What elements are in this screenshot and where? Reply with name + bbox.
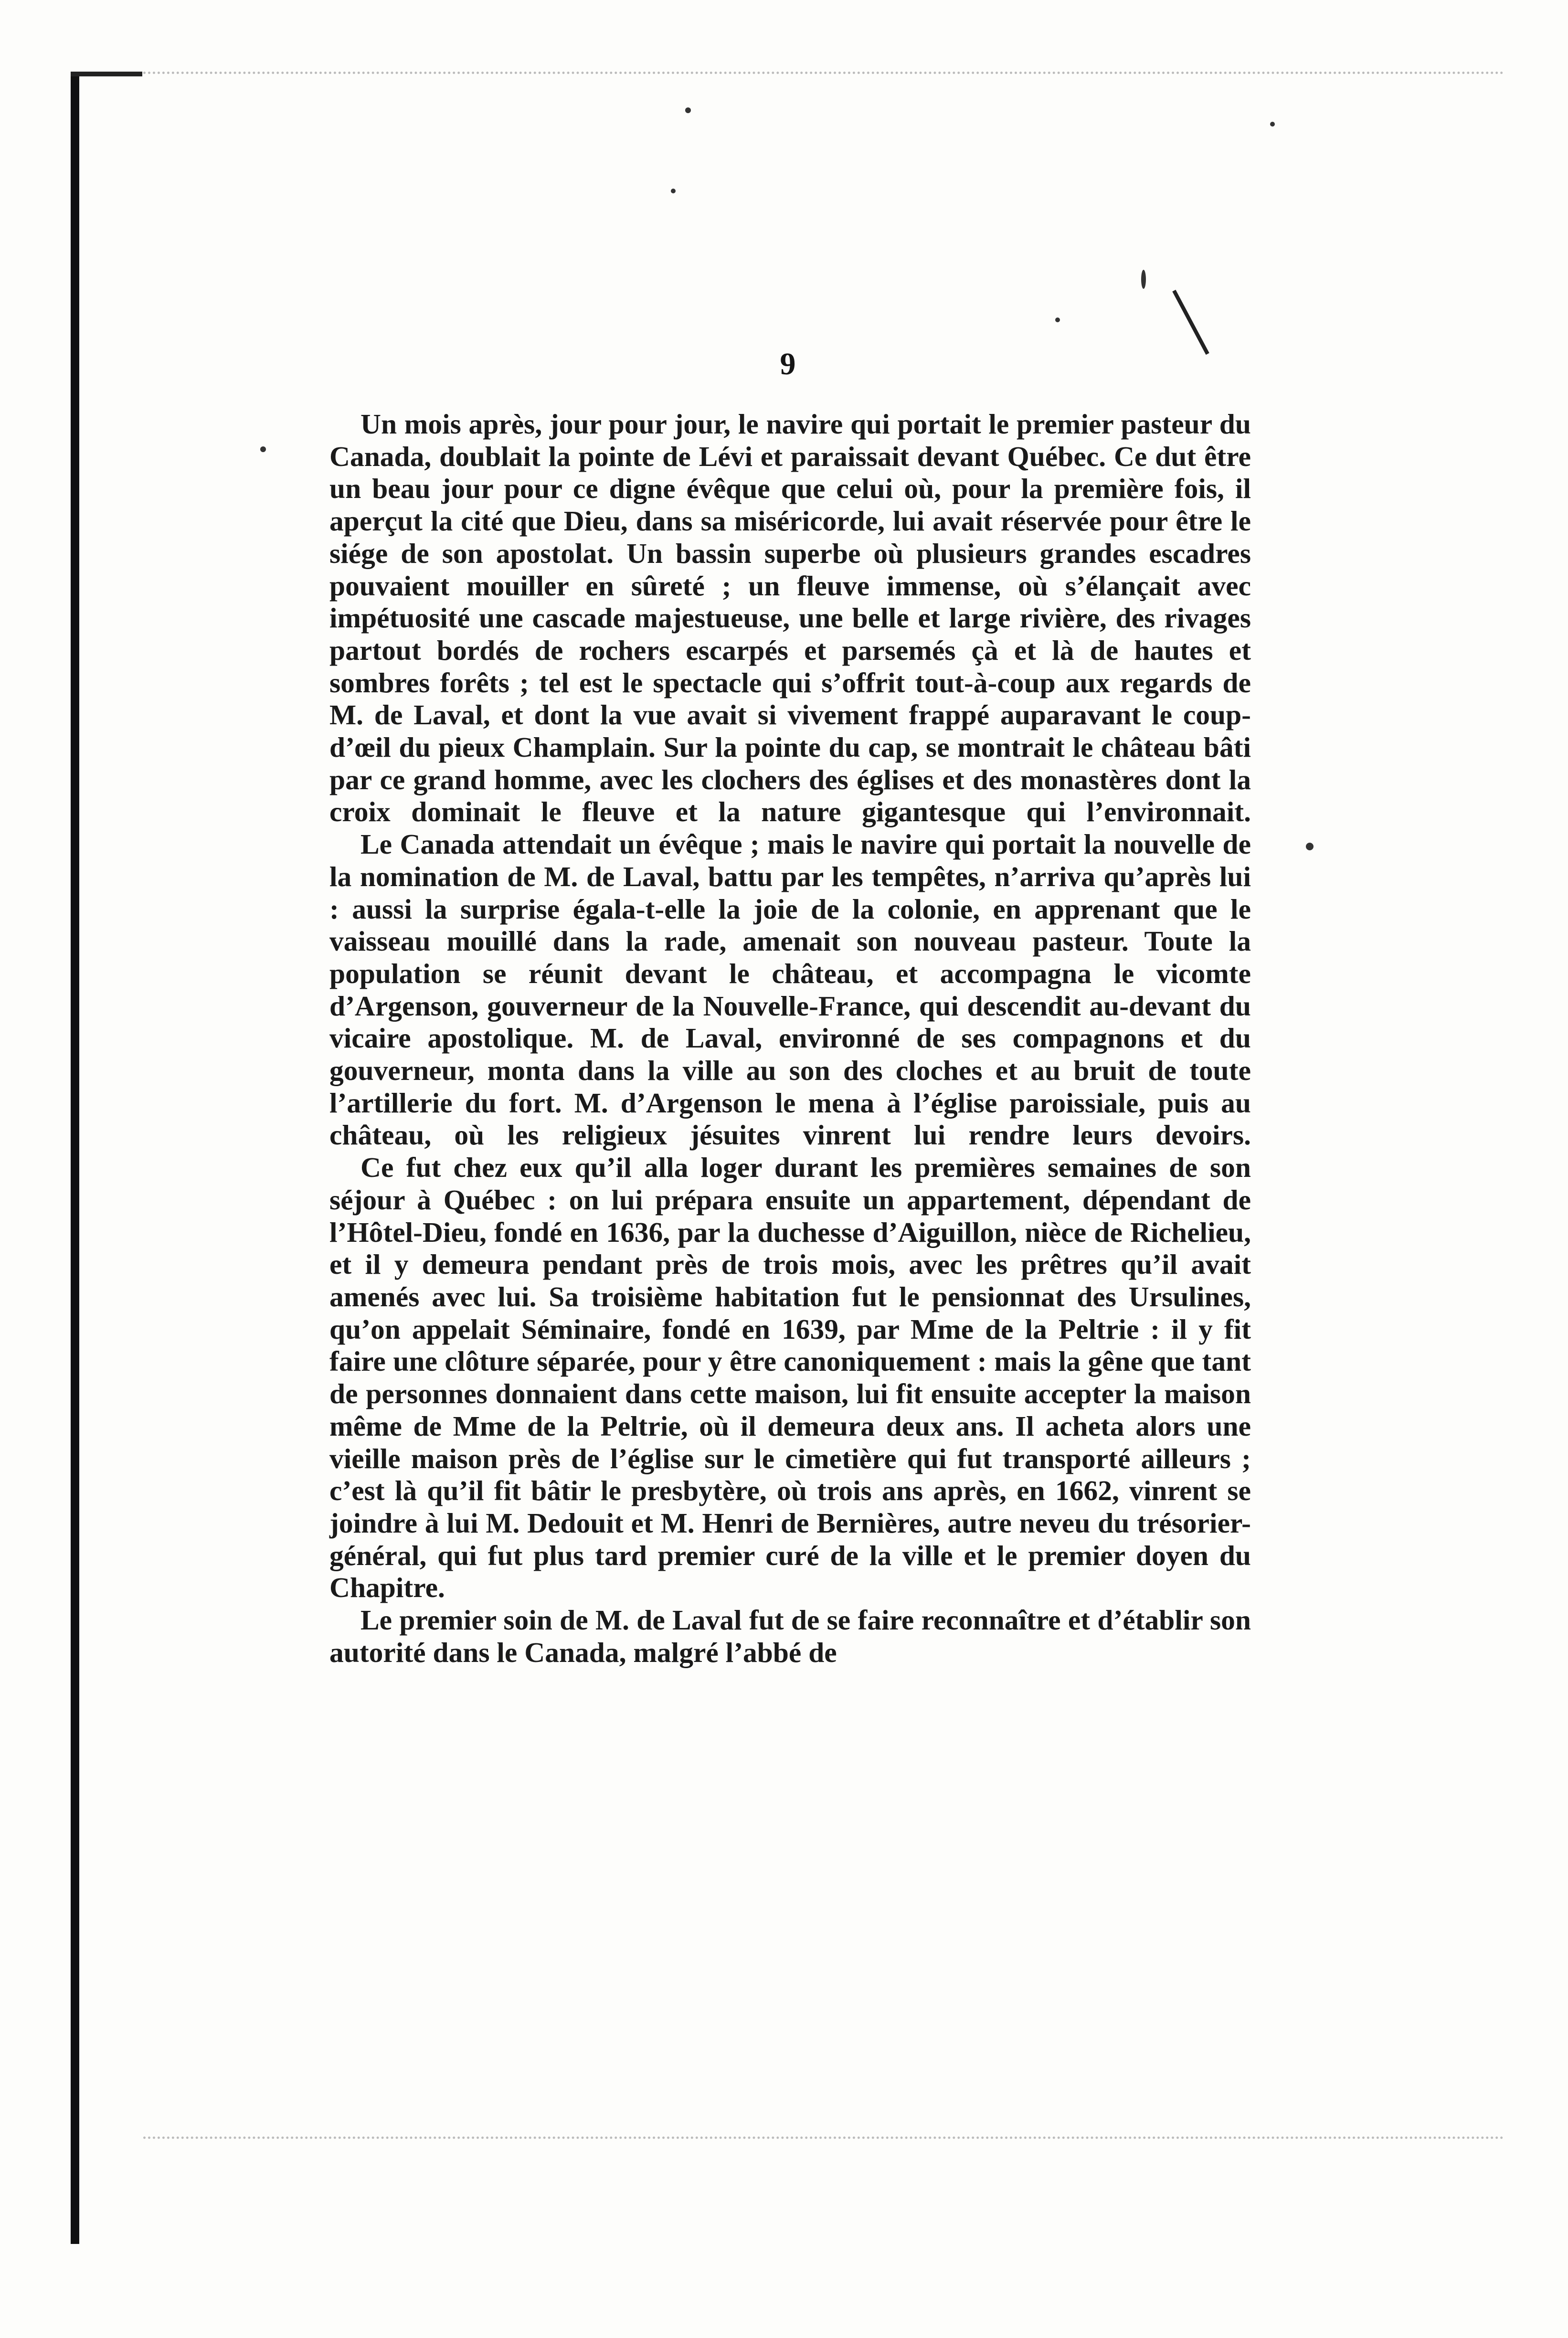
scan-mark-slash (1172, 290, 1209, 355)
paragraph-1: Un mois après, jour pour jour, le navire qui portait le premier pasteur du Canada, doublait la pointe de Lévi et paraissait devant Québec. Ce dut être un beau jour pour ce digne évêque que celui où, pour la première fois, il aperçut la cité que Dieu, dans sa miséricorde, lui avait réservée pour être le siége de son apostolat. Un bassin superbe où plusieurs grandes escadres pouvaient mouiller en sûreté ; un fleuve immense, où s’élançait avec impétuosité une cascade majestueuse, une belle et large rivière, des rivages partout bordés de rochers escarpés et parsemés çà et là de hautes et sombres forêts ; tel est le spectacle qui s’offrit tout-à-coup aux regards de M. de Laval, et dont la vue avait si vivement frappé auparavant le coup-d’œil du pieux Champlain. Sur la pointe du cap, se montrait le château bâti par ce grand homme, avec les clochers des églises et des monastères dont la croix dominait le fleuve et la nature gigantesque qui l’environnait. (329, 408, 1251, 828)
body-text (329, 408, 1251, 1669)
binding-edge-line (71, 72, 79, 2244)
scan-speck (260, 446, 266, 452)
bottom-dotted-noise (143, 2137, 1504, 2142)
scan-speck (1306, 843, 1314, 850)
scan-speck (1141, 270, 1146, 289)
page-number: 9 (780, 347, 796, 381)
scan-speck (1270, 122, 1275, 127)
scan-speck (1055, 317, 1060, 322)
paragraph-3: Ce fut chez eux qu’il alla loger durant les premières semaines de son séjour à Québec : on lui prépara ensuite un appartement, dépendant de l’Hôtel-Dieu, fondé en 1636, par la duchesse d’Aiguillon, nièce de Richelieu, et il y demeura pendant près de trois mois, avec les prêtres qu’il avait amenés avec lui. Sa troisième habitation fut le pensionnat des Ursulines, qu’on appelait Séminaire, fondé en 1639, par Mme de la Peltrie : il y fit faire une clôture séparée, pour y être canoniquement : mais la gêne que tant de personnes donnaient dans cette maison, lui fit ensuite accepter la maison même de Mme de la Peltrie, où il demeura deux ans. Il acheta alors une vieille maison près de l’église sur le cimetière qui fut transporté ailleurs ; c’est là qu’il fit bâtir le presbytère, où trois ans après, en 1662, vinrent se joindre à lui M. Dedouit et M. Henri de Bernières, autre neveu du trésorier-général, qui fut plus tard premier curé de la ville et le premier doyen du Chapitre. (329, 1152, 1251, 1604)
paragraph-4: Le premier soin de M. de Laval fut de se faire reconnaître et d’établir son autorité dans le Canada, malgré l’abbé de (329, 1604, 1251, 1668)
paragraph-2: Le Canada attendait un évêque ; mais le navire qui portait la nouvelle de la nomination de M. de Laval, battu par les tempêtes, n’arriva qu’après lui : aussi la surprise égala-t-elle la joie de la colonie, en apprenant que le vaisseau mouillé dans la rade, amenait son nouveau pasteur. Toute la population se réunit devant le château, et accompagna le vicomte d’Argenson, gouverneur de la Nouvelle-France, qui descendit au-devant du vicaire apostolique. M. de Laval, environné de ses compagnons et du gouverneur, monta dans la ville au son des cloches et au bruit de toute l’artillerie du fort. M. d’Argenson le mena à l’église paroissiale, puis au château, où les religieux jésuites vinrent lui rendre leurs devoirs. (329, 828, 1251, 1151)
binding-edge-top-mark (71, 72, 142, 76)
top-dotted-noise (143, 72, 1504, 77)
scan-speck (685, 107, 691, 113)
scan-speck (671, 189, 676, 193)
